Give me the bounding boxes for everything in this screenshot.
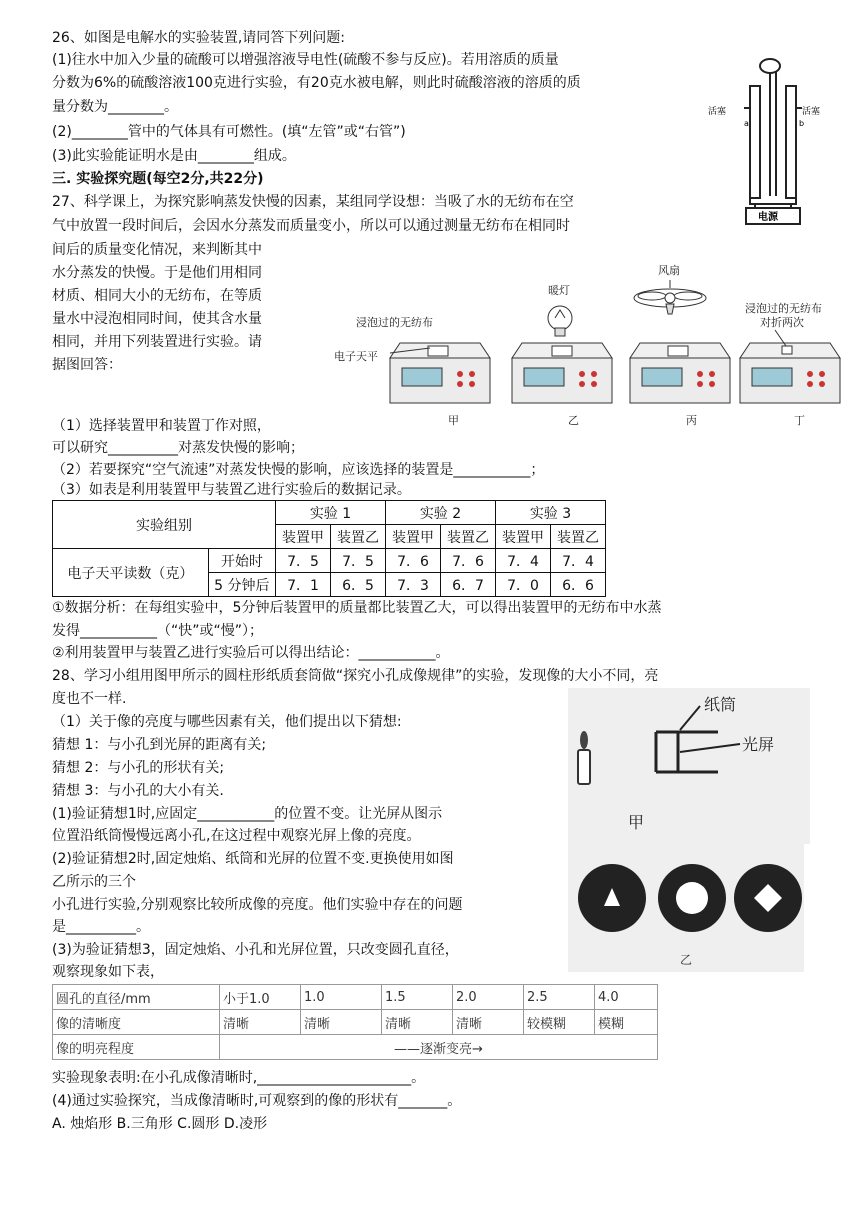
- figure-yi-caption: 乙: [680, 953, 693, 967]
- folded-cloth-label-1: 浸泡过的无纺布: [745, 302, 822, 315]
- q28-guess1: 猜想 1：与小孔到光屏的距离有关;: [52, 737, 267, 753]
- table-device-yi-3: 装置乙: [551, 525, 606, 549]
- table-cell: 模糊: [595, 1010, 658, 1035]
- q28-verify2-line2: 乙所示的三个: [52, 874, 136, 890]
- pinhole-tube-figure: [568, 688, 810, 844]
- q27-sub1-line1: （1）选择装置甲和装置丁作对照，: [52, 418, 271, 434]
- q28-sub1: （1）关于像的亮度与哪些因素有关，他们提出以下猜想:: [52, 714, 402, 730]
- warm-lamp-label: 暖灯: [548, 284, 570, 297]
- table-device-jia-3: 装置甲: [496, 525, 551, 549]
- table-diameter-label: 圆孔的直径/mm: [53, 985, 220, 1010]
- q27-line3: 间后的质量变化情况，来判断其中: [52, 242, 262, 258]
- table-cell: 7．5: [276, 549, 331, 573]
- fan-icon: [634, 280, 706, 314]
- q27-line2: 气中放置一段时间后，会因水分蒸发而质量变小，所以可以通过测量无纺布在相同时: [52, 218, 570, 234]
- table-cell: 小于1.0: [220, 985, 301, 1010]
- table-cell: 6．5: [331, 573, 386, 597]
- triangle-hole-icon: [578, 864, 646, 932]
- table-cell: 较模糊: [524, 1010, 595, 1035]
- balance-ding: [740, 343, 840, 403]
- q27-analysis1-line1: ①数据分析：在每组实验中，5分钟后装置甲的质量都比装置乙大，可以得出装置甲的无纺布中水蒸: [52, 600, 662, 616]
- q26-part1-line2: 分数为6%的硫酸溶液100克进行实验，有20克水被电解，则此时硫酸溶液的溶质的质: [52, 75, 581, 91]
- table-device-yi-2: 装置乙: [441, 525, 496, 549]
- table-cell: 7．6: [441, 549, 496, 573]
- table-cell: 2.5: [524, 985, 595, 1010]
- figure-jia-caption: 甲: [628, 813, 645, 832]
- table-cell: 1.0: [301, 985, 382, 1010]
- table-cell: 2.0: [453, 985, 524, 1010]
- table-cell: 清晰: [382, 1010, 453, 1035]
- q28-verify2-line4: 是__________。: [52, 919, 150, 935]
- evaporation-data-table: [52, 500, 606, 597]
- fan-label: 风扇: [658, 264, 680, 277]
- table-cell: 4.0: [595, 985, 658, 1010]
- balance-jia: [390, 343, 490, 403]
- tube-b-label: b: [799, 119, 805, 128]
- pinhole-data-table: [52, 984, 658, 1060]
- q26-title: 26、如图是电解水的实验装置,请同答下列问题:: [52, 30, 345, 46]
- table-cell: 6．7: [441, 573, 496, 597]
- q26-part1-line1: (1)往水中加入少量的硫酸可以增强溶液导电性(硫酸不参与反应)。若用溶质的质量: [52, 52, 559, 68]
- warm-lamp-icon: [548, 306, 572, 336]
- table-brightness-value: ——逐渐变亮→: [220, 1035, 658, 1060]
- table-device-yi-1: 装置乙: [331, 525, 386, 549]
- q26-part2: (2)________管中的气体具有可燃性。(填“左管”或“右管”): [52, 124, 406, 140]
- section3-title: 三. 实验探究题(每空2分,共22分): [52, 171, 264, 187]
- q26-part1-line3: 量分数为________。: [52, 99, 178, 115]
- q28-verify2-line3: 小孔进行实验,分别观察比较所成像的亮度。他们实验中存在的问题: [52, 897, 463, 913]
- device-bing-caption: 丙: [686, 414, 697, 427]
- q28-guess2: 猜想 2：与小孔的形状有关;: [52, 760, 225, 776]
- q27-line1: 27、科学课上，为探究影响蒸发快慢的因素，某组同学设想：当吸了水的无纺布在空: [52, 194, 574, 210]
- q28-verify1-line1: (1)验证猜想1时,应固定___________的位置不变。让光屏从图示: [52, 806, 443, 822]
- table-after-label: 5 分钟后: [208, 573, 275, 597]
- device-ding-caption: 丁: [794, 414, 805, 427]
- table-cell: 7．3: [386, 573, 441, 597]
- power-supply-label: 电源: [758, 212, 778, 223]
- table-start-label: 开始时: [208, 549, 275, 573]
- table-device-jia-1: 装置甲: [276, 525, 331, 549]
- q28-conclusion: 实验现象表明:在小孔成像清晰时,______________________。: [52, 1070, 426, 1086]
- paper-tube-label: 纸筒: [704, 695, 737, 714]
- table-exp1-header: 实验 1: [276, 501, 386, 525]
- q28-verify2-line1: (2)验证猜想2时,固定烛焰、纸筒和光屏的位置不变.更换使用如图: [52, 851, 454, 867]
- q27-analysis1-line2: 发得___________（“快”或“慢”）；: [52, 623, 264, 639]
- q28-line2: 度也不一样.: [52, 691, 127, 707]
- q28-verify3-line2: 观察现象如下表，: [52, 964, 164, 980]
- device-jia-caption: 甲: [448, 414, 459, 427]
- table-clarity-label: 像的清晰度: [53, 1010, 220, 1035]
- q27-sub1-line2: 可以研究__________对蒸发快慢的影响；: [52, 440, 304, 456]
- q28-line1: 28、学习小组用图甲所示的圆柱形纸质套筒做“探究小孔成像规律”的实验，发现像的大小不同，亮: [52, 668, 659, 684]
- electrolysis-apparatus-figure: [706, 56, 821, 226]
- table-cell: 6．6: [551, 573, 606, 597]
- electronic-balance-label: 电子天平: [334, 350, 378, 363]
- table-cell: 7．1: [276, 573, 331, 597]
- circle-hole-icon: [658, 864, 726, 932]
- q28-verify3-line1: (3)为验证猜想3，固定烛焰、小孔和光屏位置，只改变圆孔直径，: [52, 942, 459, 958]
- table-cell: 7．5: [331, 549, 386, 573]
- q26-part3: (3)此实验能证明水是由________组成。: [52, 148, 296, 164]
- q27-sub2: （2）若要探究“空气流速”对蒸发快慢的影响，应该选择的装置是___________；: [52, 462, 545, 478]
- q28-options: A. 烛焰形 B.三角形 C.圆形 D.凌形: [52, 1116, 268, 1132]
- table-row-label: 电子天平读数（克）: [53, 549, 209, 597]
- table-cell: 7．4: [496, 549, 551, 573]
- table-device-jia-2: 装置甲: [386, 525, 441, 549]
- table-exp3-header: 实验 3: [496, 501, 606, 525]
- q27-analysis2: ②利用装置甲与装置乙进行实验后可以得出结论：___________。: [52, 645, 450, 661]
- right-valve-label: 活塞: [802, 107, 821, 117]
- q28-sub4: (4)通过实验探究，当成像清晰时,可观察到的像的形状有_______。: [52, 1093, 462, 1109]
- tube-a-label: a: [744, 119, 749, 128]
- q28-verify1-line2: 位置沿纸筒慢慢远离小孔,在这过程中观察光屏上像的亮度。: [52, 828, 421, 844]
- left-valve-label: 活塞: [708, 107, 727, 117]
- q27-line7: 相同，并用下列装置进行实验。请: [52, 334, 262, 350]
- pinhole-shapes-figure: [568, 844, 804, 972]
- table-cell: 清晰: [301, 1010, 382, 1035]
- table-cell: 7．6: [386, 549, 441, 573]
- q27-line6: 量水中浸泡相同时间，使其含水量: [52, 311, 262, 327]
- q28-guess3: 猜想 3：与小孔的大小有关.: [52, 783, 224, 799]
- table-cell: 1.5: [382, 985, 453, 1010]
- diamond-hole-icon: [734, 864, 802, 932]
- q27-sub3: （3）如表是利用装置甲与装置乙进行实验后的数据记录。: [52, 482, 411, 498]
- balance-bing: [630, 343, 730, 403]
- table-cell: 7．4: [551, 549, 606, 573]
- q27-line4: 水分蒸发的快慢。于是他们用相同: [52, 265, 262, 281]
- light-screen-label: 光屏: [742, 735, 775, 754]
- folded-cloth-label-2: 对折两次: [760, 316, 804, 329]
- table-cell: 7．0: [496, 573, 551, 597]
- device-yi-caption: 乙: [568, 414, 579, 427]
- q27-line8: 据图回答：: [52, 357, 122, 373]
- table-cell: 清晰: [220, 1010, 301, 1035]
- table-cell: 清晰: [453, 1010, 524, 1035]
- q27-line5: 材质、相同大小的无纺布，在等质: [52, 288, 262, 304]
- table-brightness-label: 像的明亮程度: [53, 1035, 220, 1060]
- evaporation-devices-figure: [330, 258, 845, 432]
- balance-yi: [512, 343, 612, 403]
- table-exp2-header: 实验 2: [386, 501, 496, 525]
- table-group-header: 实验组别: [53, 501, 276, 549]
- soaked-cloth-label: 浸泡过的无纺布: [356, 316, 433, 329]
